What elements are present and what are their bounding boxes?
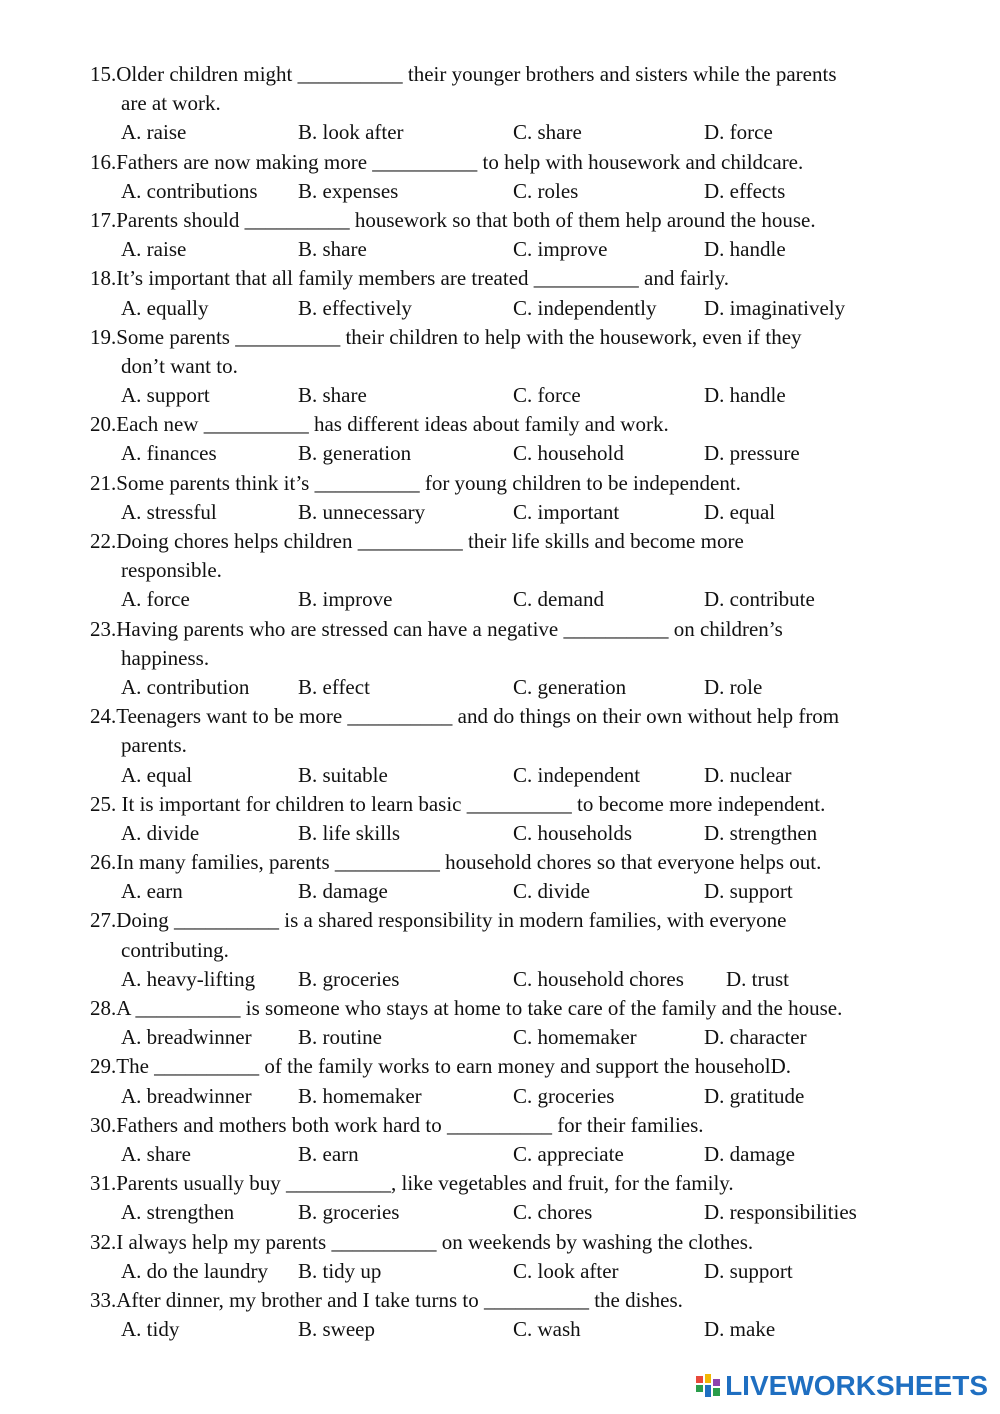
answer-options — [90, 673, 970, 702]
question-block — [90, 60, 970, 148]
answer-option-d[interactable]: D. damage — [704, 1141, 795, 1166]
answer-option-c[interactable]: C. force — [513, 383, 581, 408]
question-block — [90, 906, 970, 994]
answer-option-b[interactable]: B. unnecessary — [298, 499, 426, 524]
answer-option-a[interactable]: A. tidy — [121, 1317, 180, 1342]
answer-option-b[interactable]: B. earn — [298, 1141, 359, 1166]
answer-option-a[interactable]: A. breadwinner — [121, 1025, 252, 1050]
answer-option-d[interactable]: D. force — [704, 120, 773, 145]
answer-option-b[interactable]: B. share — [298, 383, 367, 408]
answer-option-c[interactable]: C. households — [513, 820, 633, 845]
question-text: 23.Having parents who are stressed can have a negative __________ on children’s — [90, 616, 783, 641]
answer-option-b[interactable]: B. tidy up — [298, 1258, 382, 1283]
answer-option-a[interactable]: A. equally — [121, 295, 209, 320]
question-block — [90, 323, 970, 411]
answer-option-d[interactable]: D. gratitude — [704, 1083, 805, 1108]
question-text-continued: responsible. — [121, 558, 222, 583]
answer-option-b[interactable]: B. groceries — [298, 1200, 400, 1225]
answer-option-d[interactable]: D. support — [704, 879, 793, 904]
question-block — [90, 206, 970, 264]
question-text: 20.Each new __________ has different ideas about family and work. — [90, 412, 669, 437]
question-text-continued: contributing. — [121, 937, 229, 962]
answer-option-a[interactable]: A. raise — [121, 237, 187, 262]
answer-option-a[interactable]: A. breadwinner — [121, 1083, 252, 1108]
answer-option-b[interactable]: B. suitable — [298, 762, 388, 787]
question-text: 28.A __________ is someone who stays at home to take care of the family and the house. — [90, 996, 843, 1020]
answer-option-d[interactable]: D. handle — [704, 383, 786, 408]
answer-options — [90, 118, 970, 147]
liveworksheets-logo-icon — [695, 1373, 721, 1399]
answer-option-c[interactable]: C. homemaker — [513, 1025, 637, 1050]
answer-options — [90, 819, 970, 848]
answer-option-a[interactable]: A. divide — [121, 820, 200, 845]
question-text: 26.In many families, parents __________ household chores so that everyone helps out. — [90, 850, 822, 875]
question-block — [90, 148, 970, 206]
answer-option-d[interactable]: D. handle — [704, 237, 786, 262]
question-text: 24.Teenagers want to be more __________ and do things on their own without help from — [90, 704, 840, 729]
answer-options — [90, 177, 970, 206]
question-text: 33.After dinner, my brother and I take turns to __________ the dishes. — [90, 1287, 683, 1312]
answer-options — [90, 498, 970, 527]
answer-option-b[interactable]: B. routine — [298, 1025, 382, 1050]
question-block — [90, 1228, 970, 1286]
answer-option-a[interactable]: A. do the laundry — [121, 1258, 268, 1283]
answer-options — [90, 761, 970, 790]
question-text: 30.Fathers and mothers both work hard to __________ for their families. — [90, 1112, 704, 1137]
question-block — [90, 1169, 970, 1227]
answer-option-c[interactable]: C. generation — [513, 674, 627, 699]
answer-option-a[interactable]: A. earn — [121, 879, 183, 904]
question-text-continued: are at work. — [121, 91, 221, 116]
answer-options — [90, 294, 970, 323]
answer-option-d[interactable]: D. contribute — [704, 587, 815, 612]
answer-option-b[interactable]: B. homemaker — [298, 1083, 422, 1108]
logo-text: LIVEWORKSHEETS — [725, 1370, 988, 1401]
question-block — [90, 1111, 970, 1169]
worksheet-questions — [90, 60, 970, 1344]
question-text: 27.Doing __________ is a shared responsibility in modern families, with everyone — [90, 908, 787, 933]
answer-option-b[interactable]: B. share — [298, 237, 367, 262]
answer-option-d[interactable]: D. make — [704, 1317, 776, 1342]
answer-options — [90, 1257, 970, 1286]
answer-option-c[interactable]: C. household — [513, 441, 624, 466]
answer-option-a[interactable]: A. support — [121, 383, 210, 408]
answer-option-a[interactable]: A. equal — [121, 762, 193, 787]
answer-options — [90, 1315, 970, 1344]
question-block — [90, 1052, 970, 1110]
answer-option-c[interactable]: C. look after — [513, 1258, 619, 1283]
answer-options — [90, 235, 970, 264]
answer-options — [90, 381, 970, 410]
answer-option-a[interactable]: A. force — [121, 587, 190, 612]
answer-option-c[interactable]: C. roles — [513, 178, 579, 203]
question-block — [90, 527, 970, 615]
answer-option-c[interactable]: C. chores — [513, 1200, 593, 1225]
answer-option-d[interactable]: D. effects — [704, 178, 786, 203]
answer-options — [90, 1140, 970, 1169]
answer-option-b[interactable]: B. damage — [298, 879, 388, 904]
question-text: 31.Parents usually buy __________, like vegetables and fruit, for the family. — [90, 1171, 734, 1196]
answer-option-b[interactable]: B. effectively — [298, 295, 412, 320]
answer-option-c[interactable]: C. wash — [513, 1317, 581, 1342]
answer-option-d[interactable]: D. support — [704, 1258, 793, 1283]
answer-option-d[interactable]: D. pressure — [704, 441, 800, 466]
answer-option-c[interactable]: C. share — [513, 120, 582, 145]
answer-options — [90, 585, 970, 614]
question-text: 18.It’s important that all family members are treated __________ and fairly. — [90, 266, 729, 291]
answer-option-a[interactable]: A. finances — [121, 441, 217, 466]
question-block — [90, 790, 970, 848]
answer-option-b[interactable]: B. groceries — [298, 966, 400, 991]
answer-option-a[interactable]: A. contribution — [121, 674, 250, 699]
answer-option-a[interactable]: A. strengthen — [121, 1200, 235, 1225]
answer-option-b[interactable]: B. generation — [298, 441, 412, 466]
question-text: 17.Parents should __________ housework so that both of them help around the house. — [90, 207, 816, 232]
answer-option-c[interactable]: C. divide — [513, 879, 590, 904]
answer-option-b[interactable]: B. life skills — [298, 820, 401, 845]
question-text: 29.The __________ of the family works to earn money and support the householD. — [90, 1054, 792, 1079]
answer-option-d[interactable]: D. responsibilities — [704, 1200, 857, 1225]
answer-option-c[interactable]: C. independent — [513, 762, 641, 787]
question-block — [90, 615, 970, 703]
answer-option-d[interactable]: D. strengthen — [704, 820, 818, 845]
answer-option-c[interactable]: C. independently — [513, 295, 657, 320]
answer-option-d[interactable]: D. imaginatively — [704, 295, 846, 320]
answer-option-b[interactable]: B. effect — [298, 674, 370, 699]
answer-options — [90, 439, 970, 468]
answer-option-c[interactable]: C. groceries — [513, 1083, 615, 1108]
question-text: 22.Doing chores helps children __________ their life skills and become more — [90, 529, 744, 553]
answer-option-d[interactable]: D. character — [704, 1025, 807, 1050]
answer-options — [90, 965, 970, 994]
answer-options — [90, 1023, 970, 1052]
question-text-continued: parents. — [121, 733, 187, 758]
answer-option-d[interactable]: D. equal — [704, 499, 776, 524]
question-text: 16.Fathers are now making more __________ to help with housework and childcare. — [90, 149, 804, 174]
question-block — [90, 410, 970, 468]
question-text: 32.I always help my parents __________ on weekends by washing the clothes. — [90, 1229, 754, 1254]
answer-option-a[interactable]: A. raise — [121, 120, 187, 145]
question-block — [90, 469, 970, 527]
answer-option-b[interactable]: B. improve — [298, 587, 393, 612]
question-text-continued: don’t want to. — [121, 353, 238, 378]
question-block — [90, 264, 970, 322]
answer-options — [90, 1082, 970, 1111]
question-text: 19.Some parents __________ their children to help with the housework, even if they — [90, 324, 802, 349]
answer-option-a[interactable]: A. heavy-lifting — [121, 966, 256, 991]
answer-option-c[interactable]: C. demand — [513, 587, 604, 612]
answer-options — [90, 877, 970, 906]
question-text-continued: happiness. — [121, 645, 210, 670]
question-block — [90, 848, 970, 906]
answer-option-b[interactable]: B. sweep — [298, 1317, 375, 1342]
answer-option-b[interactable]: B. look after — [298, 120, 404, 145]
answer-option-c[interactable]: C. improve — [513, 237, 608, 262]
liveworksheets-logo — [695, 1370, 988, 1402]
answer-options — [90, 1198, 970, 1227]
question-text: 25. It is important for children to learn basic __________ to become more independent. — [90, 791, 826, 816]
question-text: 21.Some parents think it’s __________ for young children to be independent. — [90, 470, 741, 495]
answer-option-c[interactable]: C. household chores — [513, 966, 684, 991]
answer-option-c[interactable]: C. appreciate — [513, 1141, 624, 1166]
question-block — [90, 702, 970, 790]
answer-option-b[interactable]: B. expenses — [298, 178, 399, 203]
answer-option-d[interactable]: D. trust — [726, 966, 789, 991]
answer-option-d[interactable]: D. role — [704, 674, 763, 699]
answer-option-a[interactable]: A. stressful — [121, 499, 217, 524]
answer-option-d[interactable]: D. nuclear — [704, 762, 792, 787]
question-block — [90, 994, 970, 1052]
answer-option-a[interactable]: A. share — [121, 1141, 191, 1166]
question-block — [90, 1286, 970, 1344]
answer-option-c[interactable]: C. important — [513, 499, 620, 524]
question-text: 15.Older children might __________ their younger brothers and sisters while the parents — [90, 62, 837, 86]
answer-option-a[interactable]: A. contributions — [121, 178, 258, 203]
